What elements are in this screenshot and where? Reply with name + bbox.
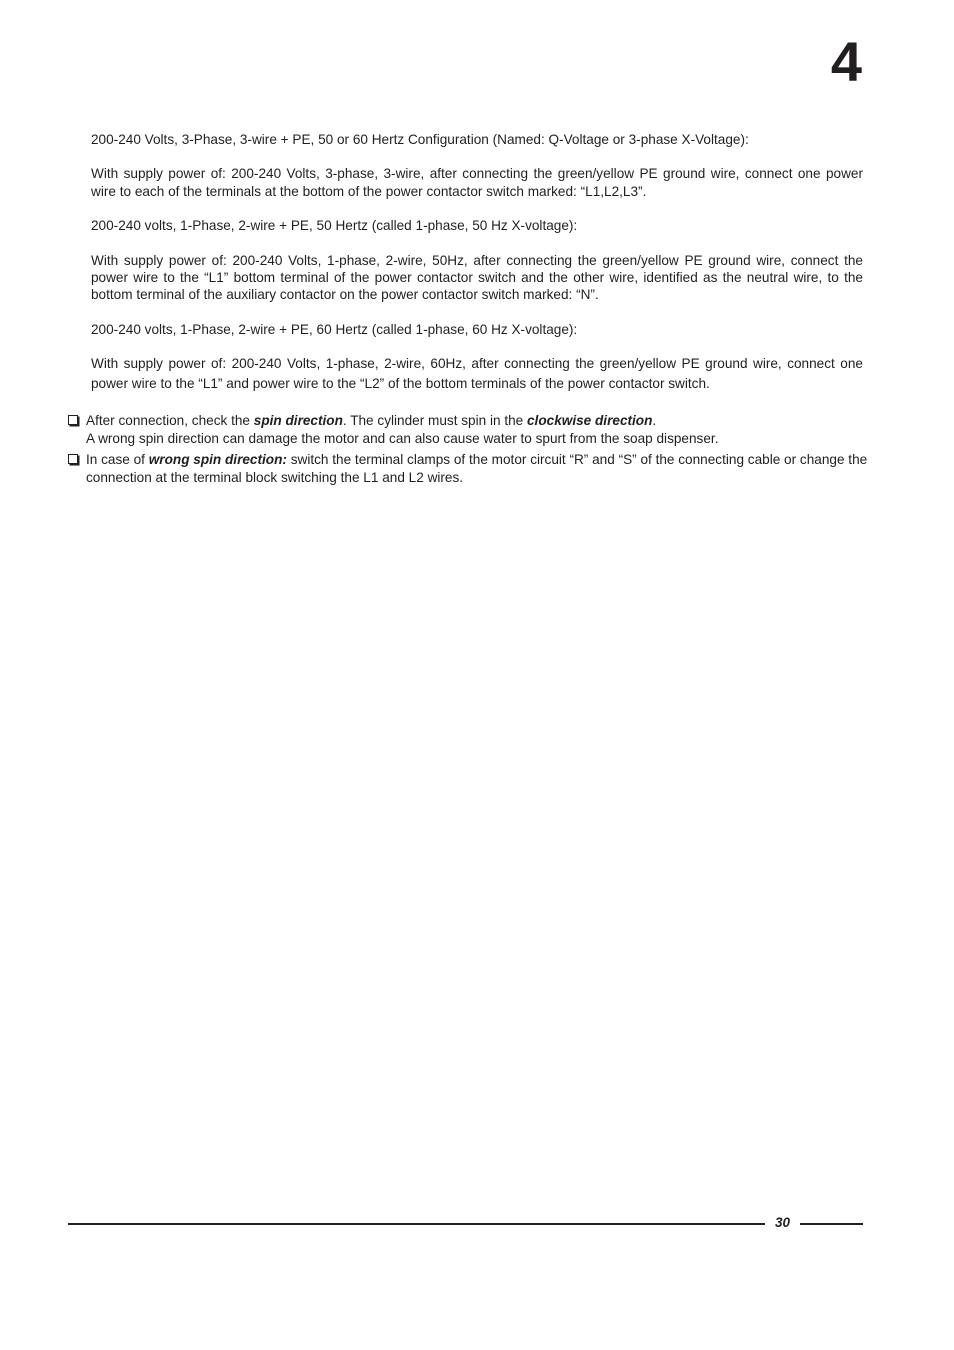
checkbox-icon	[68, 415, 78, 425]
paragraph-3phase-instructions: With supply power of: 200-240 Volts, 3-phase, 3-wire, after connecting the green/yellow PE ground wire, connect one power wire to each of the terminals at the bottom of the power contactor switch marked: “L1,L2,L3”.	[91, 166, 863, 199]
bullet-emphasis: clockwise direction	[527, 413, 653, 428]
checklist-item-spin-direction	[68, 412, 868, 447]
checkbox-icon	[68, 454, 78, 464]
bullet-text: .	[652, 413, 657, 428]
heading-1phase-60hz: 200-240 volts, 1-Phase, 2-wire + PE, 60 Hertz (called 1-phase, 60 Hz X-voltage):	[91, 321, 578, 337]
bullet-text: . The cylinder must spin in the	[342, 413, 527, 428]
chapter-number: 4	[830, 30, 862, 93]
footer-rule-right	[800, 1223, 863, 1225]
bullet-text: switch the terminal clamps of the motor circuit “R” and “S” of the connecting cable or change the connection at the terminal block switching the L1 and L2 wires.	[86, 452, 868, 485]
footer-rule-left	[68, 1223, 765, 1225]
checklist-item-wrong-spin	[68, 451, 868, 486]
page-number: 30	[774, 1215, 791, 1230]
bullet-emphasis: spin direction	[253, 413, 343, 428]
paragraph-1phase-50hz-instructions: With supply power of: 200-240 Volts, 1-phase, 2-wire, 50Hz, after connecting the green/yellow PE ground wire, connect the power wire to the “L1” bottom terminal of the power contactor switch and the other wire, identified as the neutral wire, to the bottom terminal of the auxiliary contactor on the power contactor switch marked: “N”.	[91, 252, 863, 303]
bullet-warning-text: A wrong spin direction can damage the motor and can also cause water to spurt from the soap dispenser.	[86, 430, 719, 446]
document-body	[91, 131, 863, 410]
heading-1phase-50hz: 200-240 volts, 1-Phase, 2-wire + PE, 50 Hertz (called 1-phase, 50 Hz X-voltage):	[91, 218, 578, 234]
paragraph-1phase-60hz-instructions: With supply power of: 200-240 Volts, 1-phase, 2-wire, 60Hz, after connecting the green/yellow PE ground wire, connect one power wire to the “L1” and power wire to the “L2” of the bottom terminals of the power contactor switch.	[91, 356, 863, 391]
bullet-emphasis: wrong spin direction:	[148, 452, 287, 468]
bullet-text: After connection, check the	[86, 413, 254, 428]
checklist	[68, 412, 868, 490]
heading-3phase-config: 200-240 Volts, 3-Phase, 3-wire + PE, 50 or 60 Hertz Configuration (Named: Q-Voltage or 3-phase X-Voltage):	[91, 132, 749, 147]
bullet-text: In case of	[86, 452, 149, 468]
